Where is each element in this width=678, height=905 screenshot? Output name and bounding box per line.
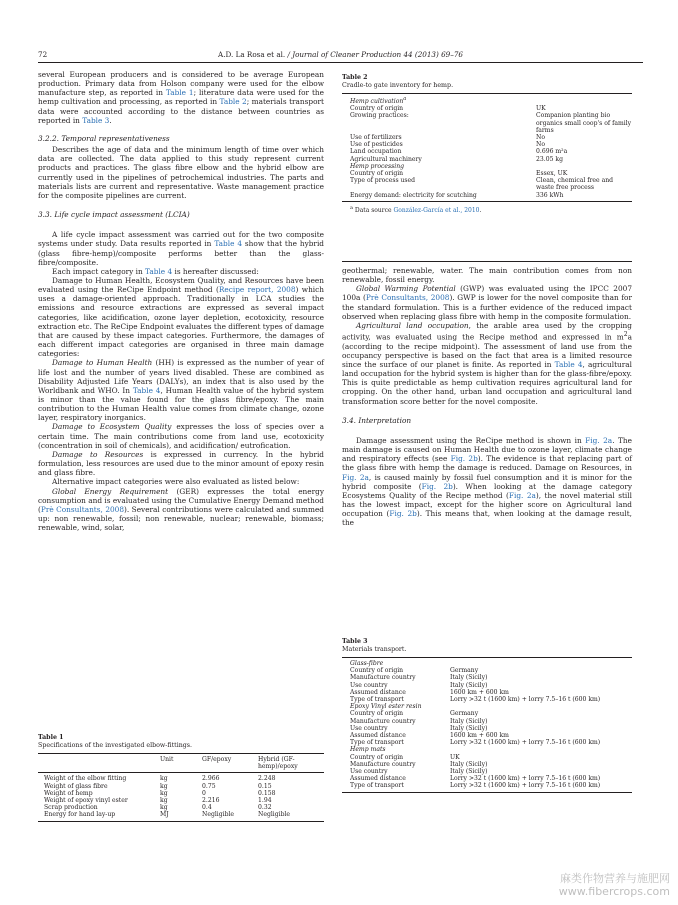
cross-reference-link[interactable]: Prè Consultants, 2008 [365, 293, 450, 303]
row-label: Use of pesticides [350, 141, 403, 149]
table-row [342, 710, 632, 717]
header-cell: Unit [160, 756, 174, 763]
table-rule [342, 792, 632, 793]
row-value: Italy (Sicily) [450, 681, 488, 689]
text-run: , the arable area used by the cropping activity, was evaluated using the Recipe method and expressed in m [342, 320, 632, 342]
row-label: Use of fertilizers [350, 134, 402, 142]
row-label: Energy demand: electricity for scutching [350, 191, 477, 199]
row-label: Manufacture country [350, 760, 416, 768]
table-cell: 2.216 [202, 797, 220, 805]
row-label: Use country [350, 724, 388, 732]
table-cell: 0.158 [258, 789, 276, 797]
row-value: Lorry >32 t (1600 km) + lorry 7.5–16 t (600 km) [450, 775, 601, 783]
section-heading-3-3: 3.3. Life cycle impact assessment (LCIA) [38, 210, 190, 220]
paragraph [342, 436, 632, 528]
table-cell: Negligible [258, 811, 291, 819]
row-label: Use country [350, 768, 388, 776]
table-group-row [342, 96, 632, 105]
text-run: a (according to the recipe midpoint). The assessment of land use from the occupancy perspective is based on the fact that area is a limited resource since the surface of our planet is finite. As reported in [342, 332, 632, 369]
row-value: Italy (Sicily) [450, 674, 488, 682]
table-footnote: $^a$ Data source González-García et al., 2010. [350, 204, 482, 214]
table-cell: 0.4 [202, 804, 212, 812]
paragraph [38, 487, 324, 533]
row-value: 1600 km + 600 km [450, 688, 509, 696]
paragraph [38, 276, 324, 358]
paragraph [342, 321, 632, 406]
table-row [342, 732, 632, 739]
text-run: , agricultural land occupation for the hybrid system is higher than for the glass-fibre/epoxy. This is quite predictable as hemp cultivation requires agricultural land for cropping. On the other hand, urban land occupation and agricultural land transformation score better for the novel composite. [342, 360, 633, 406]
row-label: Country of origin [350, 753, 404, 761]
table-row [342, 718, 632, 725]
row-value: Italy (Sicily) [450, 717, 488, 725]
row-value: Italy (Sicily) [450, 768, 488, 776]
table-1 [38, 734, 324, 822]
table-row [38, 797, 324, 804]
text-run: Damage assessment using the ReCipe method is shown in [356, 435, 586, 445]
text-run: (GWP) was evaluated using the IPCC 2007 100a ( [342, 284, 632, 303]
left-column [38, 70, 324, 532]
cross-reference-link[interactable]: Fig. 2a [342, 472, 369, 482]
text-run: ; literature data were used for the hemp cultivation and processing, as reported in [38, 88, 324, 107]
text-run: Describes the age of data and the minimum length of time over which data are collected. The data applied to this study represent current products and practices. The glass fibre elbow and the hybrid elbow are currently used in the pipelines of petrochemical industries. The parts and materials lists are current and representative. Waste management practice for the composite pipelines are current. [38, 145, 324, 200]
text-run: ) which uses a damage-oriented approach. Traditionally in LCA studies the emissions and resource extractions are expressed as several impact categories, like acidification, ozone layer depletion, ecotoxicity, resource extraction etc. The ReCipe Endpoint evaluates the different types of damage that are caused by these impact categories. Furthermore, the damages of each different impact categories are organised in three main damage categories: [38, 285, 324, 359]
journal-name: Journal of Cleaner Production 44 (2013) 69–76 [292, 50, 463, 59]
watermark-line-2: www.fibercrops.com [558, 885, 670, 898]
table-cell: 2.248 [258, 775, 276, 783]
text-run: ). When looking at the damage category Ecosystems Quality of the Recipe method ( [342, 481, 632, 500]
table-row [342, 667, 632, 674]
table-cell: 0 [202, 789, 206, 797]
table-group-row [342, 746, 632, 753]
text-run: show that the hybrid (glass fibre-hemp)/composite performs better than the glass-fibre/composite. [38, 239, 324, 267]
table-label: Table 1 [38, 734, 64, 741]
page-number: 72 [38, 50, 48, 59]
table-2 [342, 74, 632, 215]
authors: A.D. La Rosa et al. [218, 50, 286, 59]
cross-reference-link[interactable]: Fig. 2b [450, 454, 478, 464]
row-value: Lorry >32 t (1600 km) + lorry 7.5–16 t (600 km) [450, 739, 601, 747]
table-row [342, 674, 632, 681]
row-value: UK [536, 105, 546, 113]
table-cell: 1.94 [258, 797, 272, 805]
row-value: 0.696 m²a [536, 148, 568, 156]
watermark-line-1: 麻类作物营养与施肥网 [560, 872, 670, 885]
table-row [38, 775, 324, 782]
text-run: . [109, 115, 112, 125]
cross-reference-link[interactable]: Table 4 [145, 266, 173, 276]
table-row [342, 148, 632, 155]
section-heading-3-4: 3.4. Interpretation [342, 415, 412, 425]
table-row [342, 682, 632, 689]
table-2-grid [342, 96, 632, 199]
table-row [342, 177, 632, 191]
table-row [342, 775, 632, 782]
group-label: Hemp processing [350, 162, 405, 170]
italic-term: Damage to Ecosystem Quality [52, 422, 172, 432]
text-run: ). Several contributions were calculated and summed up: non renewable, fossil; non renewable, nuclear; renewable, biomass; renewable, wind, solar, [38, 504, 324, 533]
row-value: Lorry >32 t (1600 km) + lorry 7.5–16 t (600 km) [450, 696, 601, 704]
journal-citation: A.D. La Rosa et al. / Journal of Cleaner Production 44 (2013) 69–76 [218, 50, 463, 59]
row-label: Assumed distance [350, 732, 406, 740]
row-label: Type of transport [350, 782, 404, 790]
row-label: Country of origin [350, 667, 404, 675]
table-cell: 0.75 [202, 782, 216, 790]
cross-reference-link[interactable]: Table 4 [214, 239, 242, 249]
table-row [342, 725, 632, 732]
running-header [38, 47, 643, 61]
row-label: Growing practices: [350, 112, 409, 120]
text-run: is hereafter discussed: [172, 266, 259, 276]
cross-reference-link[interactable]: Fig. 2b [421, 481, 453, 491]
table-cell: kg [160, 782, 168, 790]
right-column [342, 266, 632, 528]
paragraph [38, 230, 324, 267]
table-row [342, 754, 632, 761]
paragraph [342, 284, 632, 321]
table-cell: 2.966 [202, 775, 220, 783]
table-rule [38, 821, 324, 822]
cross-reference-link[interactable]: Fig. 2a [585, 435, 613, 445]
italic-term: Damage to Resources [52, 449, 144, 459]
text-run: geothermal; renewable, water. The main contribution comes from non renewable, fossil energy. [342, 266, 632, 285]
table-cell: Weight of hemp [44, 789, 93, 797]
row-label: Manufacture country [350, 717, 416, 725]
watermark [559, 872, 670, 898]
text-run: 2 [623, 331, 628, 339]
table-row [342, 761, 632, 768]
table-row [342, 739, 632, 746]
row-value: Essex, UK [536, 170, 568, 178]
table-rule [342, 93, 632, 94]
italic-term: Agricultural land occupation [356, 320, 469, 330]
group-label: Hemp mats [350, 746, 386, 754]
table-cell: Negligible [202, 811, 235, 819]
row-value: Clean, chemical free and waste free process [536, 177, 614, 192]
row-label: Type of transport [350, 739, 404, 747]
row-value: UK [450, 753, 460, 761]
table-3 [342, 638, 632, 793]
row-label: Use country [350, 681, 388, 689]
text-run: . The main damage is caused on Human Health due to ozone layer, climate change and respiratory effects (see [342, 435, 632, 464]
row-label: Assumed distance [350, 775, 406, 783]
table-rule [342, 657, 632, 658]
table-1-grid [38, 756, 324, 819]
table-caption: Cradle-to gate inventory for hemp. [342, 82, 454, 89]
table-3-grid [342, 660, 632, 790]
table-cell: kg [160, 804, 168, 812]
row-label: Country of origin [350, 710, 404, 718]
group-label: Hemp cultivation$^a$ [350, 96, 407, 106]
table-row [342, 782, 632, 789]
row-value: No [536, 134, 546, 142]
table-cell: Weight of epoxy vinyl ester [44, 797, 128, 805]
table-row [342, 112, 632, 134]
row-value: Lorry >32 t (1600 km) + lorry 7.5–16 t (600 km) [450, 782, 601, 790]
text-run: Each impact category in [52, 266, 146, 276]
row-value: 1600 km + 600 km [450, 732, 509, 740]
footnote-link[interactable]: González-García et al., 2010 [393, 206, 480, 214]
paragraph [38, 450, 324, 477]
table-cell: kg [160, 789, 168, 797]
cross-reference-link[interactable]: Recipe report, 2008 [218, 285, 296, 295]
text-run: (GER) expresses the total energy consumption and is evaluated using the Cumulative Energy Demand method ( [38, 486, 324, 514]
table-cell: kg [160, 775, 168, 783]
header-cell [38, 756, 160, 770]
table-label: Table 2 [342, 74, 368, 81]
text-run: A life cycle impact assessment was carried out for the two composite systems under study. Data results reported in [38, 230, 324, 249]
cross-reference-link[interactable]: Table 2 [219, 97, 247, 107]
table-group-row [342, 703, 632, 710]
text-run: ). This means that, when looking at the damage result, the [342, 509, 633, 528]
row-label: Assumed distance [350, 688, 406, 696]
text-run: Damage to Human Health, Ecosystem Quality, and Resources have been evaluated using the ReCipe Endpoint method ( [38, 275, 324, 295]
table-row [342, 170, 632, 177]
table-cell: 0.32 [258, 804, 272, 812]
text-run: , Human Health value of the hybrid system is minor than the value found for the glass fibre/epoxy. The main contribution to the Human Health value comes from climate change, ozone layer, respiratory inorganics. [38, 385, 324, 423]
cross-reference-link[interactable]: Fig. 2b [389, 509, 417, 519]
text-run: is expressed in currency. In the hybrid formulation, less resources are used due to the minor amount of epoxy resin and glass fibre. [38, 449, 325, 478]
row-label: Manufacture country [350, 674, 416, 682]
table-cell: Energy for hand lay-up [44, 811, 116, 819]
table-cell: kg [160, 797, 168, 805]
row-value: Italy (Sicily) [450, 760, 488, 768]
row-label: Country of origin [350, 105, 404, 113]
paragraph [38, 477, 324, 486]
table-caption: Materials transport. [342, 646, 407, 653]
text-run: Alternative impact categories were also evaluated as listed below: [52, 477, 300, 487]
row-value: Companion planting bio organics small coop's of family farms [536, 112, 632, 134]
row-label: Land occupation [350, 148, 402, 156]
cross-reference-link[interactable]: Table 4 [132, 385, 161, 395]
table-cell: Scrap production [44, 804, 98, 812]
table-row [342, 768, 632, 775]
table-header-row [38, 756, 324, 770]
row-value: No [536, 141, 546, 149]
text-run: , is caused mainly by fossil fuel consumption and it is minor for the hybrid composite ( [342, 472, 632, 491]
table-rule [342, 201, 632, 202]
text-run: ; materials transport data were accounted according to the distance between countries as reported in [38, 97, 324, 125]
cross-reference-link[interactable]: Fig. 2a [508, 490, 536, 500]
header-cell: GF/epoxy [202, 756, 232, 763]
section-heading-3-2-2: 3.2.2. Temporal representativeness [38, 133, 170, 143]
table-row [38, 790, 324, 797]
row-value: 336 kWh [536, 191, 564, 199]
italic-term: Damage to Human Health [52, 358, 153, 368]
table-group-row [342, 163, 632, 170]
paragraph [38, 422, 324, 449]
row-label: Agricultural machinery [350, 155, 422, 163]
table-row [342, 689, 632, 696]
row-label: Type of process used [350, 177, 416, 185]
table-cell: Weight of glass fibre [44, 782, 108, 790]
cross-reference-link[interactable]: Table 3 [82, 115, 110, 125]
table-row [38, 804, 324, 811]
row-value: Italy (Sicily) [450, 724, 488, 732]
italic-term: Global Energy Requirement [52, 486, 169, 496]
group-label: Glass-fibre [350, 660, 384, 667]
row-label: Type of transport [350, 696, 404, 704]
header-rule [38, 62, 643, 63]
table-row [342, 134, 632, 141]
group-label: Epoxy Vinyl ester resin [350, 703, 422, 711]
paragraph [38, 358, 324, 422]
table-caption: Specifications of the investigated elbow-fittings. [38, 742, 193, 749]
header-cell: Hybrid (GF-hemp)/epoxy [258, 756, 298, 771]
paragraph [38, 70, 324, 125]
row-label: Country of origin [350, 170, 404, 178]
text-run: ). GWP is lower for the novel composite than for the standard formulation. This is a further evidence of the reduced impact observed when replacing glass fibre with hemp in the composite formulation. [342, 293, 632, 321]
table-rule [38, 753, 324, 754]
row-value: 23.05 kg [536, 155, 563, 163]
table-separator-rule [342, 261, 632, 262]
text-run: expresses the loss of species over a certain time. The main contributions come from land use, ecotoxicity (concentration in soil of chemicals), and acidification/ eutrofication. [38, 422, 324, 450]
row-value: Germany [450, 667, 479, 675]
cross-reference-link[interactable]: Table 1 [165, 88, 194, 98]
table-group-row [342, 660, 632, 667]
table-row [342, 141, 632, 148]
table-label: Table 3 [342, 638, 368, 645]
table-cell: MJ [160, 811, 169, 819]
text-run: (HH) is expressed as the number of year of life lost and the number of years lived disabled. These are combined as Disability Adjusted Life Years (DALYs), an index that is also used by the Worldbank and WHO. In [38, 358, 324, 395]
text-run: ), the novel material still has the lowest impact, except for the higher score on Agricultural land occupation ( [342, 490, 632, 519]
row-value: Germany [450, 710, 479, 718]
paragraph [38, 145, 324, 200]
cross-reference-link[interactable]: Prè Consultants, 2008 [40, 504, 125, 514]
table-cell: Weight of the elbow fitting [44, 775, 127, 783]
cross-reference-link[interactable]: Table 4 [554, 360, 583, 369]
italic-term: Global Warming Potential [356, 284, 456, 294]
table-cell: 0.15 [258, 782, 272, 790]
table-row [38, 811, 324, 818]
table-row [342, 696, 632, 703]
text-run: ). The evidence is that replacing part of the glass fibre with hemp the damage is reduced. Damage on Resources, in [342, 454, 633, 473]
paragraph [38, 267, 324, 276]
paragraph [342, 266, 632, 284]
table-row [342, 192, 632, 199]
table-row [342, 156, 632, 163]
text-run: several European producers and is considered to be average European production. Primary data from Holson company were used for the elbow manufacture step, as reported in [38, 70, 324, 98]
table-row [342, 105, 632, 112]
table-row [38, 783, 324, 790]
